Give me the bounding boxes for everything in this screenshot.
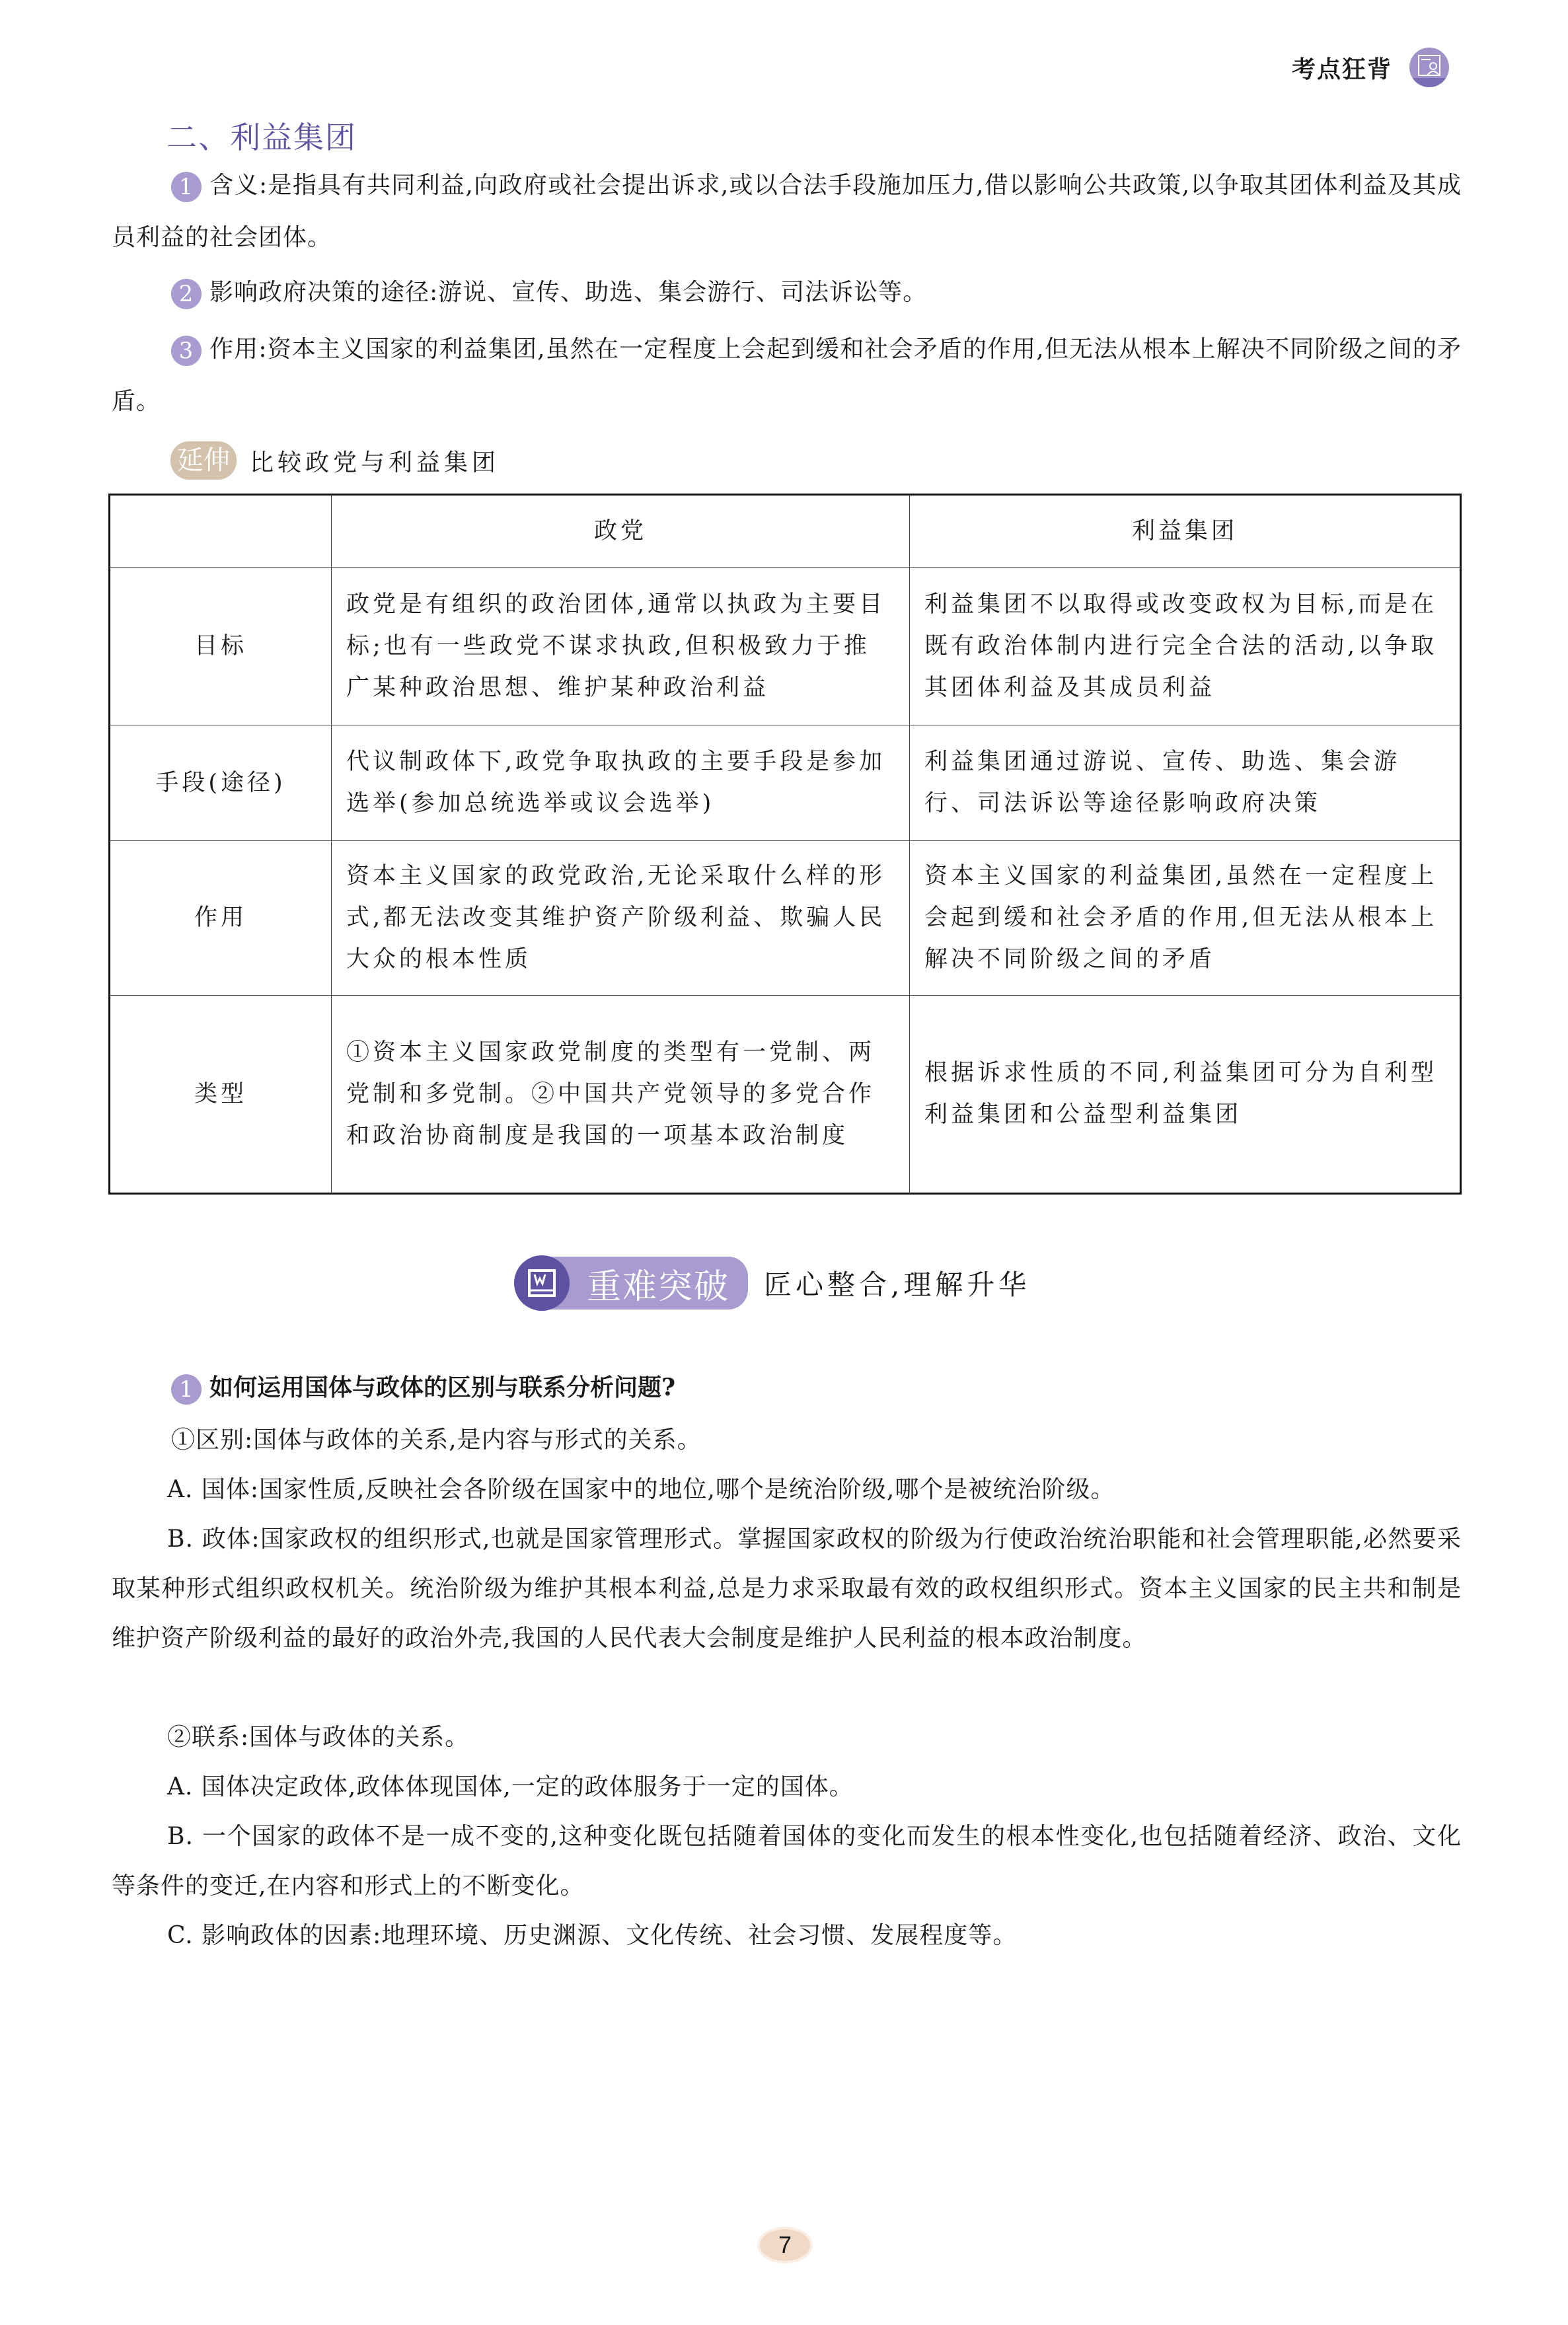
- header-cell: [110, 495, 332, 568]
- number-badge: 3: [171, 336, 202, 366]
- row-label: 手段(途径): [110, 725, 332, 841]
- book-icon: [514, 1255, 570, 1311]
- group-cell: 根据诉求性质的不同,利益集团可分为自利型利益集团和公益型利益集团: [910, 996, 1461, 1194]
- table-row: [110, 568, 1461, 725]
- group-cell: 资本主义国家的利益集团,虽然在一定程度上会起到缓和社会矛盾的作用,但无法从根本上解决不同阶级之间的矛盾: [910, 841, 1461, 996]
- party-cell: 政党是有组织的政治团体,通常以执政为主要目标;也有一些政党不谋求执政,但积极致力于推广某种政治思想、维护某种政治利益: [332, 568, 910, 725]
- group-cell: 利益集团通过游说、宣传、助选、集会游行、司法诉讼等途径影响政府决策: [910, 725, 1461, 841]
- ways-paragraph: [112, 266, 1462, 318]
- party-cell: 资本主义国家的政党政治,无论采取什么样的形式,都无法改变其维护资产阶级利益、欺骗人民大众的根本性质: [332, 841, 910, 996]
- header-title: 考点狂背: [1291, 55, 1392, 83]
- paragraph-text: 含义:是指具有共同利益,向政府或社会提出诉求,或以合法手段施加压力,借以影响公共政策,以争取其团体利益及其成员利益的社会团体。: [112, 172, 1462, 251]
- question-title: 如何运用国体与政体的区别与联系分析问题?: [209, 1374, 676, 1401]
- number-badge: 1: [171, 1374, 202, 1405]
- page-header: [1292, 48, 1449, 87]
- teacher-board-icon: [1409, 48, 1449, 87]
- answer-line: B. 政体:国家政权的组织形式,也就是国家管理形式。掌握国家政权的阶级为行使政治统治职能和社会管理职能,必然要采取某种形式组织政权机关。统治阶级为维护其根本利益,总是力求采取最有效的政权组织形式。资本主义国家的民主共和制是维护资产阶级利益的最好的政治外壳,我国的人民代表大会制度是维护人民利益的根本政治制度。: [112, 1526, 1462, 1652]
- answer-line: ①区别:国体与政体的关系,是内容与形式的关系。: [171, 1426, 702, 1454]
- group-cell: 利益集团不以取得或改变政权为目标,而是在既有政治体制内进行完全合法的活动,以争取其团体利益及其成员利益: [910, 568, 1461, 725]
- breakthrough-banner: [514, 1255, 1030, 1311]
- header-cell: 利益集团: [910, 495, 1461, 568]
- question-heading: [112, 1366, 675, 1409]
- answer-line: A. 国体决定政体,政体体现国体,一定的政体服务于一定的国体。: [167, 1773, 854, 1800]
- answer-line: ②联系:国体与政体的关系。: [167, 1724, 470, 1751]
- table-header-row: [110, 495, 1461, 568]
- table-row: [110, 725, 1461, 841]
- number-badge: 2: [171, 279, 202, 309]
- row-label: 目标: [110, 568, 332, 725]
- row-label: 作用: [110, 841, 332, 996]
- extension-title: 比较政党与利益集团: [250, 449, 500, 476]
- table-row: [110, 996, 1461, 1194]
- row-label: 类型: [110, 996, 332, 1194]
- answer-line: B. 一个国家的政体不是一成不变的,这种变化既包括随着国体的变化而发生的根本性变化,也包括随着经济、政治、文化等条件的变迁,在内容和形式上的不断变化。: [112, 1823, 1462, 1900]
- definition-paragraph: [112, 159, 1462, 264]
- section-title: 二、利益集团: [167, 120, 357, 155]
- breakthrough-subtitle: 匠心整合,理解升华: [764, 1269, 1031, 1301]
- number-badge: 1: [171, 172, 202, 202]
- extension-badge: 延伸: [170, 441, 237, 480]
- table-row: [110, 841, 1461, 996]
- party-cell: 代议制政体下,政党争取执政的主要手段是参加选举(参加总统选举或议会选举): [332, 725, 910, 841]
- paragraph-text: 作用:资本主义国家的利益集团,虽然在一定程度上会起到缓和社会矛盾的作用,但无法从根本上解决不同阶级之间的矛盾。: [112, 336, 1462, 415]
- party-cell: ①资本主义国家政党制度的类型有一党制、两党制和多党制。②中国共产党领导的多党合作和政治协商制度是我国的一项基本政治制度: [332, 996, 910, 1194]
- answer-line: A. 国体:国家性质,反映社会各阶级在国家中的地位,哪个是统治阶级,哪个是被统治阶级。: [167, 1476, 1115, 1503]
- comparison-table: [108, 494, 1462, 1195]
- paragraph-text: 影响政府决策的途径:游说、宣传、助选、集会游行、司法诉讼等。: [209, 279, 928, 306]
- role-paragraph: [112, 323, 1462, 427]
- answer-line: C. 影响政体的因素:地理环境、历史渊源、文化传统、社会习惯、发展程度等。: [167, 1922, 1018, 1949]
- header-cell: 政党: [332, 495, 910, 568]
- breakthrough-title: 重难突破: [543, 1257, 748, 1310]
- page-number: 7: [757, 2227, 813, 2264]
- extension-heading: [170, 441, 500, 480]
